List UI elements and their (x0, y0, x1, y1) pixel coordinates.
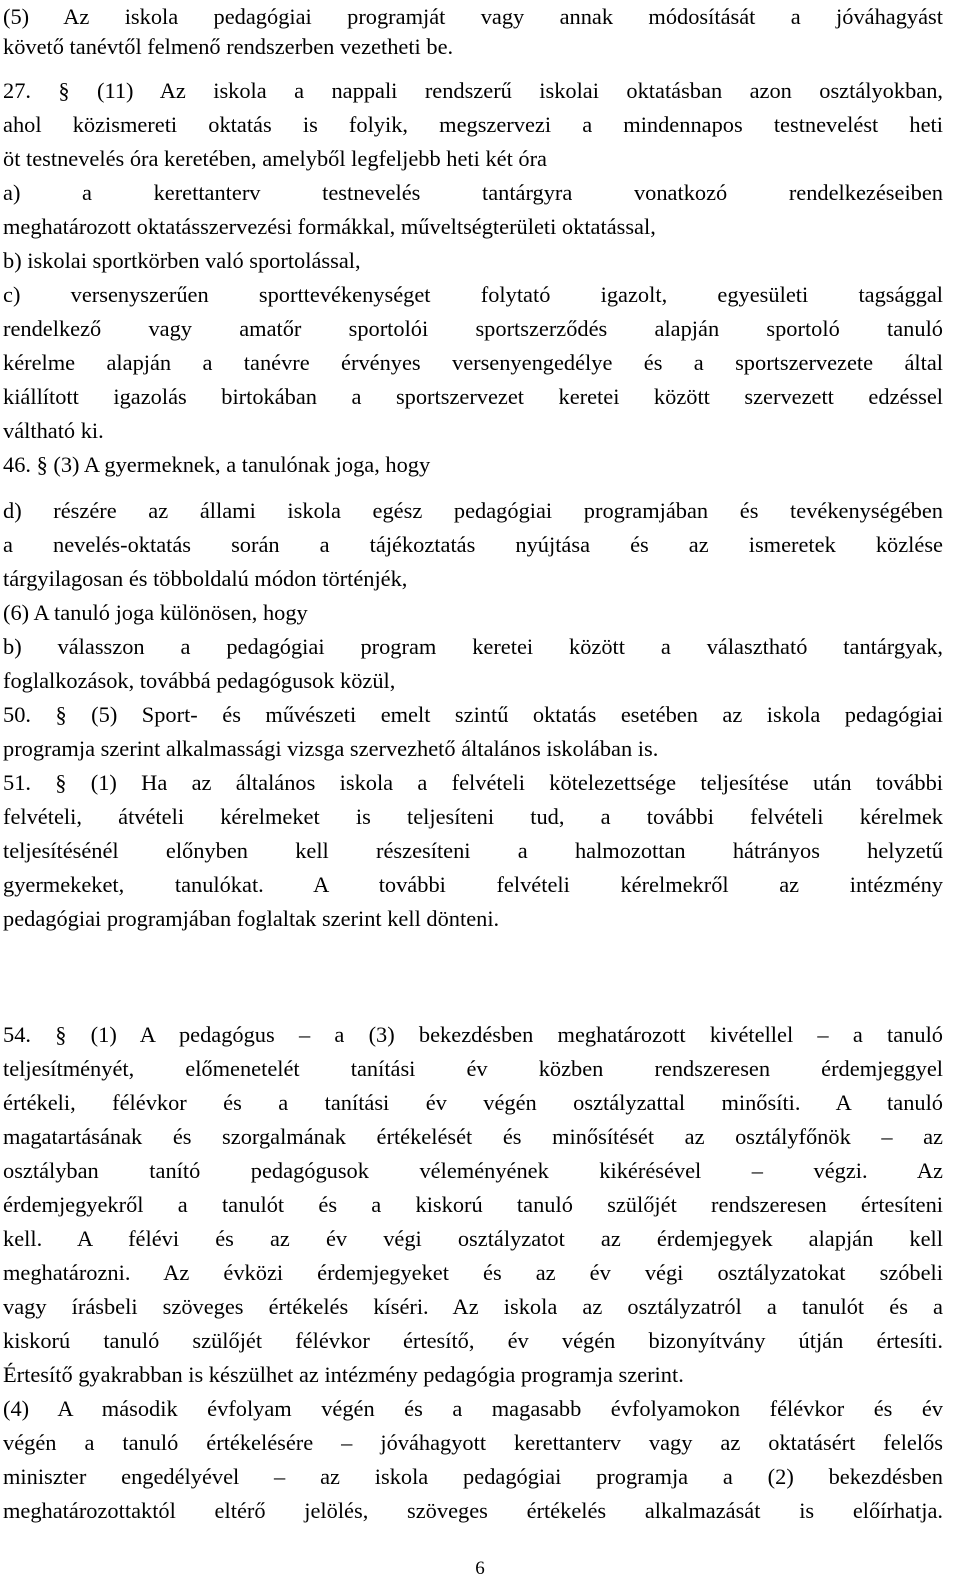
text-line: (5) Az iskola pedagógiai programját vagy annak módosítását a jóváhagyást (3, 4, 943, 29)
text-line: ahol közismereti oktatás is folyik, megszervezi a mindennapos testnevelést heti (3, 112, 943, 137)
text-line: a nevelés-oktatás során a tájékoztatás nyújtása és az ismeretek közlése (3, 532, 943, 557)
text-line: 46. § (3) A gyermeknek, a tanulónak joga, hogy (3, 452, 431, 477)
text-line: öt testnevelés óra keretében, amelyből legfeljebb heti két óra (3, 146, 547, 171)
text-line: 54. § (1) A pedagógus – a (3) bekezdésben meghatározott kivétellel – a tanuló (3, 1022, 943, 1047)
text-line: c) versenyszerűen sporttevékenységet folytató igazolt, egyesületi tagsággal (3, 282, 943, 307)
text-line: Értesítő gyakrabban is készülhet az intézmény pedagógia programja szerint. (3, 1362, 684, 1387)
text-line: programja szerint alkalmassági vizsga szervezhető általános iskolában is. (3, 736, 659, 761)
text-line: 27. § (11) Az iskola a nappali rendszerű iskolai oktatásban azon osztályokban, (3, 78, 943, 103)
text-line: (4) A második évfolyam végén és a magasabb évfolyamokon félévkor és év (3, 1396, 943, 1421)
text-line: foglalkozások, továbbá pedagógusok közül, (3, 668, 396, 693)
text-line: kérelme alapján a tanévre érvényes versenyengedélye és a sportszervezete által (3, 350, 943, 375)
text-line: d) részére az állami iskola egész pedagógiai programjában és tevékenységében (3, 498, 943, 523)
text-line: tárgyilagosan és többoldalú módon történjék, (3, 566, 408, 591)
text-line: meghatározottaktól eltérő jelölés, szöveges értékelés alkalmazását is előírhatja. (3, 1498, 943, 1523)
text-line: értékeli, félévkor és a tanítási év végén osztályzattal minősíti. A tanuló (3, 1090, 943, 1115)
text-line: érdemjegyekről a tanulót és a kiskorú tanuló szülőjét rendszeresen értesíteni (3, 1192, 943, 1217)
text-line: rendelkező vagy amatőr sportolói sportszerződés alapján sportoló tanuló (3, 316, 943, 341)
text-line: b) válasszon a pedagógiai program keretei között a választható tantárgyak, (3, 634, 943, 659)
text-line: vagy írásbeli szöveges értékelés kíséri. Az iskola az osztályzatról a tanulót és a (3, 1294, 943, 1319)
text-line: osztályban tanító pedagógusok véleményének kikérésével – végzi. Az (3, 1158, 943, 1183)
text-line: teljesítményét, előmenetelét tanítási év közben rendszeresen érdemjeggyel (3, 1056, 943, 1081)
page-number: 6 (475, 1558, 485, 1579)
text-line: követő tanévtől felmenő rendszerben vezetheti be. (3, 34, 454, 59)
text-line: magatartásának és szorgalmának értékelését és minősítését az osztályfőnök – az (3, 1124, 943, 1149)
text-line: 51. § (1) Ha az általános iskola a felvételi kötelezettsége teljesítése után további (3, 770, 943, 795)
text-line: (6) A tanuló joga különösen, hogy (3, 600, 308, 625)
text-line: felvételi, átvételi kérelmeket is teljesíteni tud, a további felvételi kérelmek (3, 804, 943, 829)
text-line: teljesítésénél előnyben kell részesíteni a halmozottan hátrányos helyzetű (3, 838, 943, 863)
text-line: váltható ki. (3, 418, 104, 443)
text-line: meghatározott oktatásszervezési formákkal, műveltségterületi oktatással, (3, 214, 656, 239)
text-line: kiállított igazolás birtokában a sportszervezet keretei között szervezett edzéssel (3, 384, 943, 409)
text-line: meghatározni. Az évközi érdemjegyeket és az év végi osztályzatokat szóbeli (3, 1260, 943, 1285)
text-line: végén a tanuló értékelésére – jóváhagyott kerettanterv vagy az oktatásért felelős (3, 1430, 943, 1455)
text-line: miniszter engedélyével – az iskola pedagógiai programja a (2) bekezdésben (3, 1464, 943, 1489)
text-line: kiskorú tanuló szülőjét félévkor értesítő, év végén bizonyítvány útján értesíti. (3, 1328, 943, 1353)
text-line: gyermekeket, tanulókat. A további felvételi kérelmekről az intézmény (3, 872, 943, 897)
text-line: kell. A félévi és az év végi osztályzatot az érdemjegyek alapján kell (3, 1226, 943, 1251)
text-line: pedagógiai programjában foglaltak szerint kell dönteni. (3, 906, 500, 931)
text-line: b) iskolai sportkörben való sportolással, (3, 248, 361, 273)
text-line: 50. § (5) Sport- és művészeti emelt szintű oktatás esetében az iskola pedagógiai (3, 702, 943, 727)
text-line: a) a kerettanterv testnevelés tantárgyra vonatkozó rendelkezéseiben (3, 180, 943, 205)
